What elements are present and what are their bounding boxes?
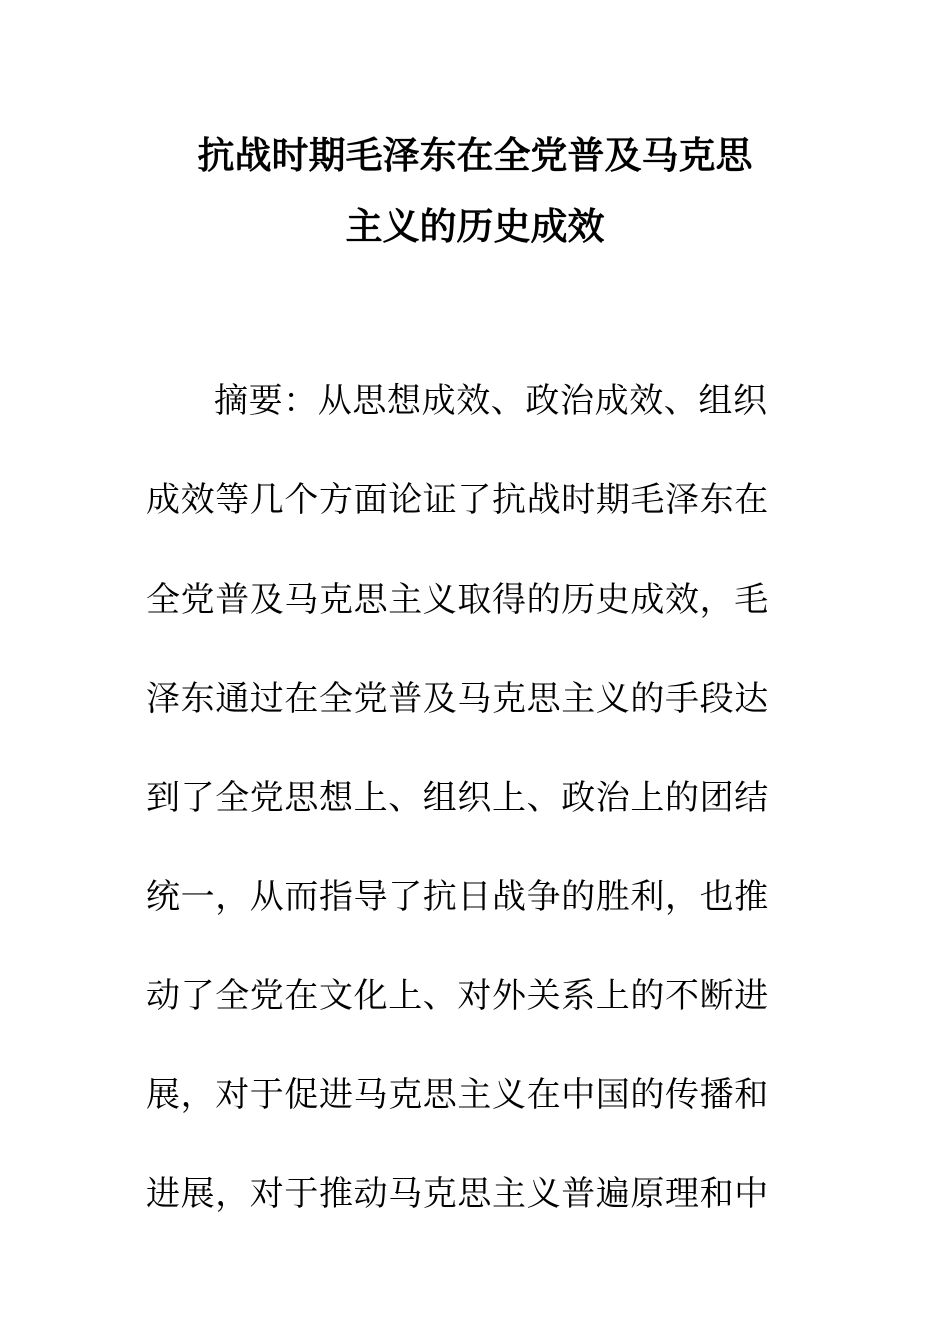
document-title-line-2: 主义的历史成效 xyxy=(345,204,605,248)
document-title-line-1: 抗战时期毛泽东在全党普及马克思 xyxy=(197,133,753,177)
abstract-line-8: 展，对于促进马克思主义在中国的传播和 xyxy=(146,1075,769,1115)
abstract-line-5: 到了全党思想上、组织上、政治上的团结 xyxy=(146,778,769,818)
abstract-line-9: 进展，对于推动马克思主义普遍原理和中 xyxy=(146,1174,769,1214)
abstract-line-7: 动了全党在文化上、对外关系上的不断进 xyxy=(146,976,769,1016)
abstract-line-3: 全党普及马克思主义取得的历史成效，毛 xyxy=(146,580,769,620)
abstract-line-4: 泽东通过在全党普及马克思主义的手段达 xyxy=(146,679,769,719)
abstract-line-1: 摘要：从思想成效、政治成效、组织 xyxy=(214,381,768,421)
abstract-line-2: 成效等几个方面论证了抗战时期毛泽东在 xyxy=(146,480,769,520)
abstract-line-6: 统一，从而指导了抗日战争的胜利，也推 xyxy=(146,877,769,917)
